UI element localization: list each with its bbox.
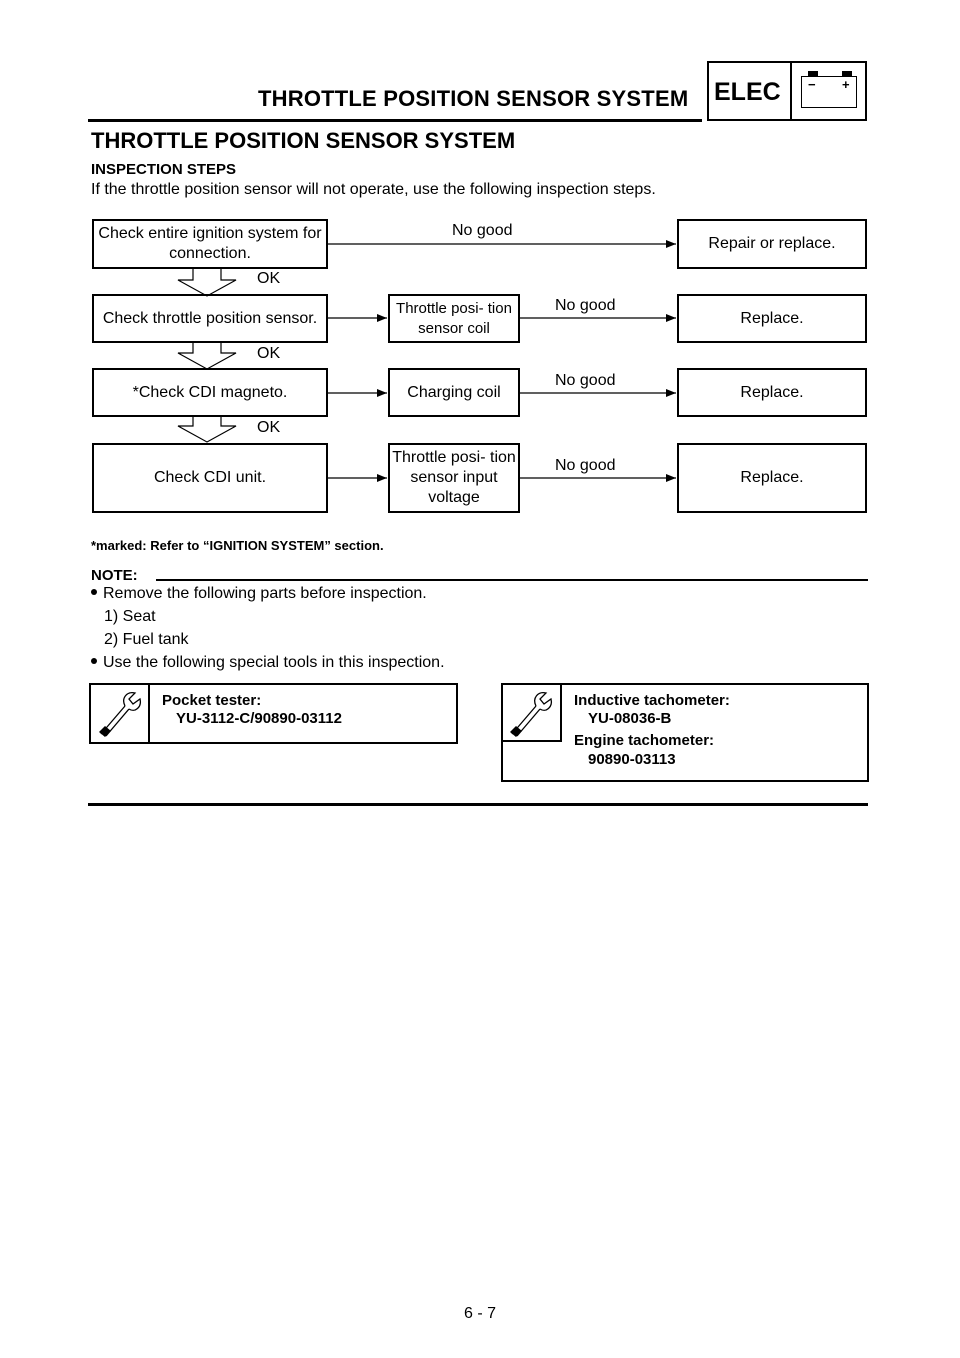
- tool-box-divider: [148, 683, 150, 744]
- note-bullet-text: Use the following special tools in this inspection.: [103, 654, 445, 671]
- battery-plus-sign: +: [842, 77, 850, 92]
- label-no-good: No good: [452, 222, 513, 239]
- flow-step-check-tps: Check throttle position sensor.: [92, 294, 328, 343]
- flow-step-check-cdi-unit: Check CDI unit.: [92, 443, 328, 513]
- bullet-icon: [91, 589, 97, 595]
- tool-name: Pocket tester:: [162, 692, 262, 709]
- wrench-icon: [506, 688, 556, 738]
- footnote: *marked: Refer to “IGNITION SYSTEM” section.: [91, 538, 384, 553]
- flow-part-tps-coil: Throttle posi- tion sensor coil: [388, 294, 520, 343]
- label-ok: OK: [257, 345, 281, 362]
- tool-name: Engine tachometer:: [574, 732, 715, 749]
- label-ok: OK: [257, 419, 281, 436]
- flow-step-check-ignition: Check entire ignition system for connection.: [92, 219, 328, 269]
- flow-result-repair: Repair or replace.: [677, 219, 867, 269]
- note-bullet-text: Remove the following parts before inspection.: [103, 585, 427, 602]
- section-tag: ELEC: [714, 78, 781, 106]
- tool-name: Inductive tachometer:: [574, 692, 730, 709]
- down-arrow-icon: [178, 342, 236, 369]
- note-list-item: 2) Fuel tank: [104, 631, 189, 648]
- tool-part-number: YU-3112-C/90890-03112: [176, 710, 342, 727]
- flow-result-replace: Replace.: [677, 294, 867, 343]
- flow-result-replace: Replace.: [677, 368, 867, 417]
- tool-part-number: YU-08036-B: [588, 710, 672, 727]
- flow-part-charging-coil: Charging coil: [388, 368, 520, 417]
- subsection-title: INSPECTION STEPS: [91, 161, 237, 178]
- note-list-item: 1) Seat: [104, 608, 156, 625]
- note-bullet-item: [91, 654, 445, 672]
- flow-part-tps-input-voltage: Throttle posi- tion sensor input voltage: [388, 443, 520, 513]
- label-no-good: No good: [555, 297, 616, 314]
- note-label: NOTE:: [91, 567, 138, 584]
- label-no-good: No good: [555, 372, 616, 389]
- tool-part-number: 90890-03113: [588, 751, 676, 768]
- note-bullet-item: [91, 585, 427, 603]
- section-title: THROTTLE POSITION SENSOR SYSTEM: [91, 128, 516, 153]
- bullet-icon: [91, 658, 97, 664]
- down-arrow-icon: [178, 416, 236, 442]
- down-arrow-icon: [178, 268, 236, 296]
- intro-text: If the throttle position sensor will not operate, use the following inspection steps.: [91, 181, 656, 198]
- label-ok: OK: [257, 270, 281, 287]
- label-no-good: No good: [555, 457, 616, 474]
- running-title: THROTTLE POSITION SENSOR SYSTEM: [258, 86, 689, 111]
- battery-minus-sign: −: [808, 77, 816, 92]
- wrench-icon: [95, 688, 145, 738]
- bottom-rule: [88, 803, 868, 806]
- flow-result-replace: Replace.: [677, 443, 867, 513]
- note-rule: [156, 579, 868, 581]
- page-number: 6 - 7: [463, 1305, 496, 1322]
- flow-step-check-cdi-magneto: *Check CDI magneto.: [92, 368, 328, 417]
